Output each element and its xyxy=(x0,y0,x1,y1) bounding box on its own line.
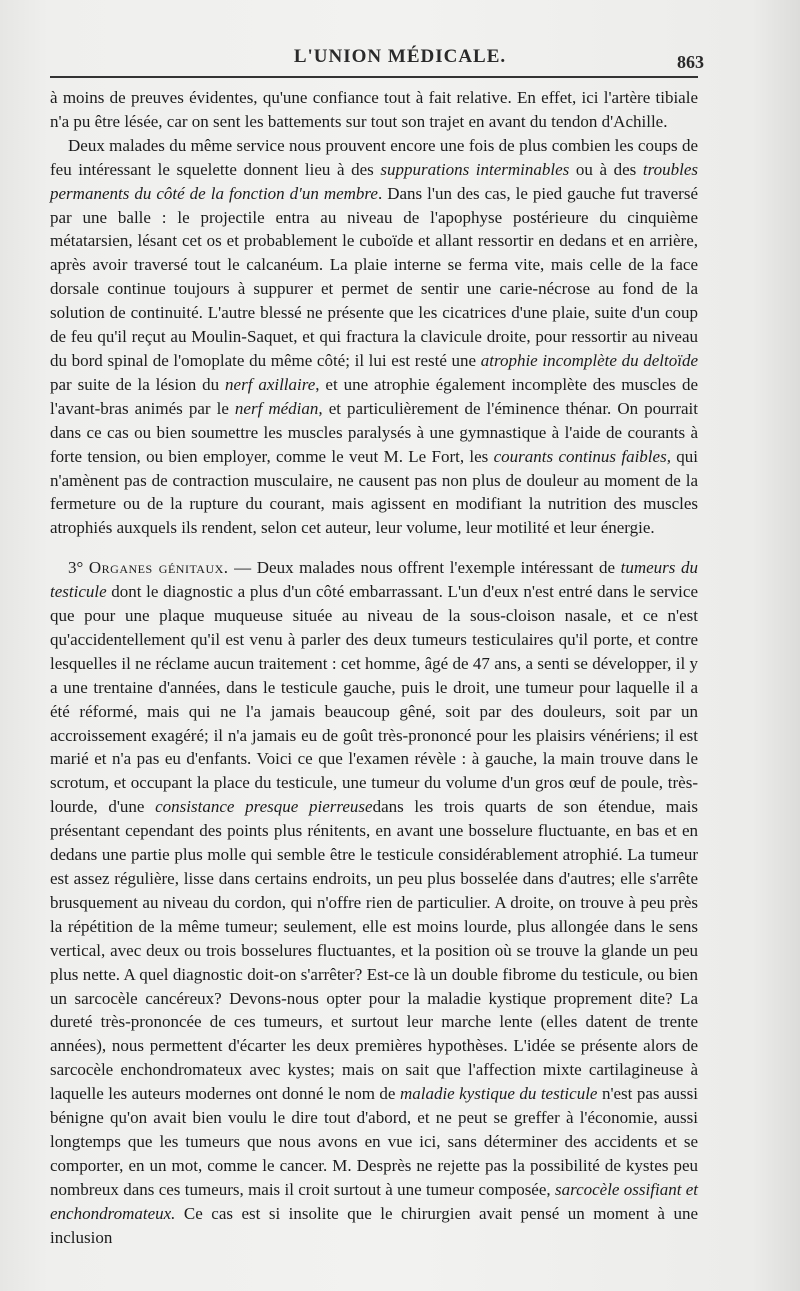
section-number: 3° xyxy=(68,558,89,578)
italic-term: atrophie incomplète du deltoïde xyxy=(480,350,698,370)
paragraph-3 xyxy=(50,556,698,1249)
text-run: dans les trois quarts de son étendue, mais présentant cependant des points plus rénitents, en avant une bosselure fluctuante, en bas et en dedans une partie plus molle qui semble être le testicule considérablement atrophié. La tumeur est assez régulière, lisse dans certains endroits, un peu plus bosselée dans d'autres; elle s'arrête brusquement au niveau du cordon, qui n'offre rien de particulier. A droite, on trouve à peu près la répétition de la même tumeur; seulement, elle est moins lourde, plus allongée dans le sens vertical, avec deux ou trois bosselures fluctuantes, et la position où se trouve la glande un peu plus nette. A quel diagnostic doit-on s'arrêter? Est-ce là un double fibrome du testicule, ou bien un sarcocèle cancéreux? Devons-nous opter pour la maladie kystique proprement dite? La dureté très-prononcée de ces tumeurs, et surtout leur marche lente (elles datent de trente années), nous permettent d'écarter les deux premières hypothèses. L'idée se présente alors de sarcocèle enchondromateux avec kystes; mais on sait que l'affection mixte cartilagineuse à laquelle les auteurs modernes ont donné le nom de xyxy=(50,797,698,1104)
text-run: Ce cas est si insolite que le chirurgien avait pensé un moment à une inclusion xyxy=(50,1203,698,1247)
text-run: et particulièrement de l'éminence thénar. On pourrait dans ce cas ou bien soumettre les muscles paralysés à une gymnastique à l'aide de courants à forte tension, ou bien employer, comme le veut M. Le Fort, les xyxy=(50,398,698,466)
section-heading: Organes génitaux. xyxy=(88,558,229,578)
italic-term: troubles permanents du côté de la fonction d'un membre xyxy=(50,159,698,203)
page-number: 863 xyxy=(677,52,704,72)
page-title: L'UNION MÉDICALE. xyxy=(293,46,507,67)
text-run: ou à des xyxy=(569,159,643,179)
text-run: , et une atrophie également incomplète des muscles de l'avant-bras animés par le xyxy=(50,374,698,418)
text-run: Deux malades du même service nous prouvent encore une fois de plus combien les coups de feu intéressant le squelette donnent lieu à des xyxy=(50,135,698,179)
running-head xyxy=(0,40,800,76)
text-run: n'est pas aussi bénigne qu'on avait bien voulu le dire tout d'abord, et ne peut se greffer à l'économie, aussi longtemps que les tumeurs que nous avons en vue ici, sans déterminer des accidents et se comporter, en un mot, comme le cancer. M. Desprès ne rejette pas la possibilité de kystes peu nombreux dans ces tumeurs, mais il croit surtout à une tumeur composée, xyxy=(50,1084,698,1199)
paragraph-1: à moins de preuves évidentes, qu'une confiance tout à fait relative. En effet, ici l'artère tibiale n'a pu être lésée, car on sent les battements sur tout son trajet en avant du tendon d'Achille. xyxy=(50,88,698,131)
text-run: — Deux malades nous offrent l'exemple intéressant de xyxy=(228,558,621,578)
paragraph-2 xyxy=(50,134,698,540)
text-run: . Dans l'un des cas, le pied gauche fut traversé par une balle : le projectile entra au niveau de l'apophyse postérieure du cinquième métatarsien, lésant cet os et probablement le cuboïde et allant ressortir en dedans et en arrière, après avoir traversé tout le calcanéum. La plaie interne se ferma vite, mais celle de la face dorsale continue toujours à suppurer et permet de sentir une carie-nécrose au fond de la solution de continuité. L'autre blessé ne présente que les cicatrices d'une plaie, suite d'un coup de feu qu'il reçut au Moulin-Saquet, et qui fractura la clavicule droite, pour ressortir au niveau du bord spinal de l'omoplate du même côté; il lui est resté une xyxy=(50,183,698,370)
italic-term: sarcocèle ossifiant et enchondromateux. xyxy=(50,1179,698,1223)
italic-term: nerf axillaire xyxy=(225,374,316,394)
italic-term: nerf médian, xyxy=(234,398,323,418)
text-run: par suite de la lésion du xyxy=(50,374,226,394)
text-run: qui n'amènent pas de contraction musculaire, ne causent pas non plus de douleur au moment de la fermeture ou de la rupture du courant, mais agissent en modifiant la nutrition des muscles atrophiés auxquels ils rendent, selon cet auteur, leur volume, leur motilité et leur énergie. xyxy=(50,446,698,538)
italic-term: consistance presque pierreuse xyxy=(155,797,373,817)
header-rule xyxy=(50,76,698,78)
italic-term: maladie kystique du testicule xyxy=(399,1084,598,1104)
italic-term: courants continus faibles, xyxy=(493,446,671,466)
italic-term: tumeurs du testicule xyxy=(50,558,698,602)
italic-term: suppurations interminables xyxy=(380,159,570,179)
text-run: dont le diagnostic a plus d'un côté embarrassant. L'un d'eux n'est entré dans le service que pour une plaque muqueuse située au niveau de la sous-cloison nasale, et ce n'est qu'accidentellement qu'il est venu à parler des deux tumeurs testiculaires qu'il porte, et contre lesquelles il ne réclame aucun traitement : cet homme, âgé de 47 ans, a senti se développer, il y a une trentaine d'années, dans le testicule gauche, puis le droit, une tumeur pour laquelle il a été réformé, mais qui ne l'a jamais beaucoup gêné, soit par des douleurs, soit par un accroissement exagéré; il n'a jamais eu de goût très-prononcé pour les plaisirs vénériens; il est marié et n'a pas eu d'enfants. Voici ce que l'examen révèle : à gauche, la main trouve dans le scrotum, et occupant la place du testicule, une tumeur du volume d'un gros œuf de poule, très-lourde, d'une xyxy=(50,582,698,817)
article-body xyxy=(50,86,698,1250)
